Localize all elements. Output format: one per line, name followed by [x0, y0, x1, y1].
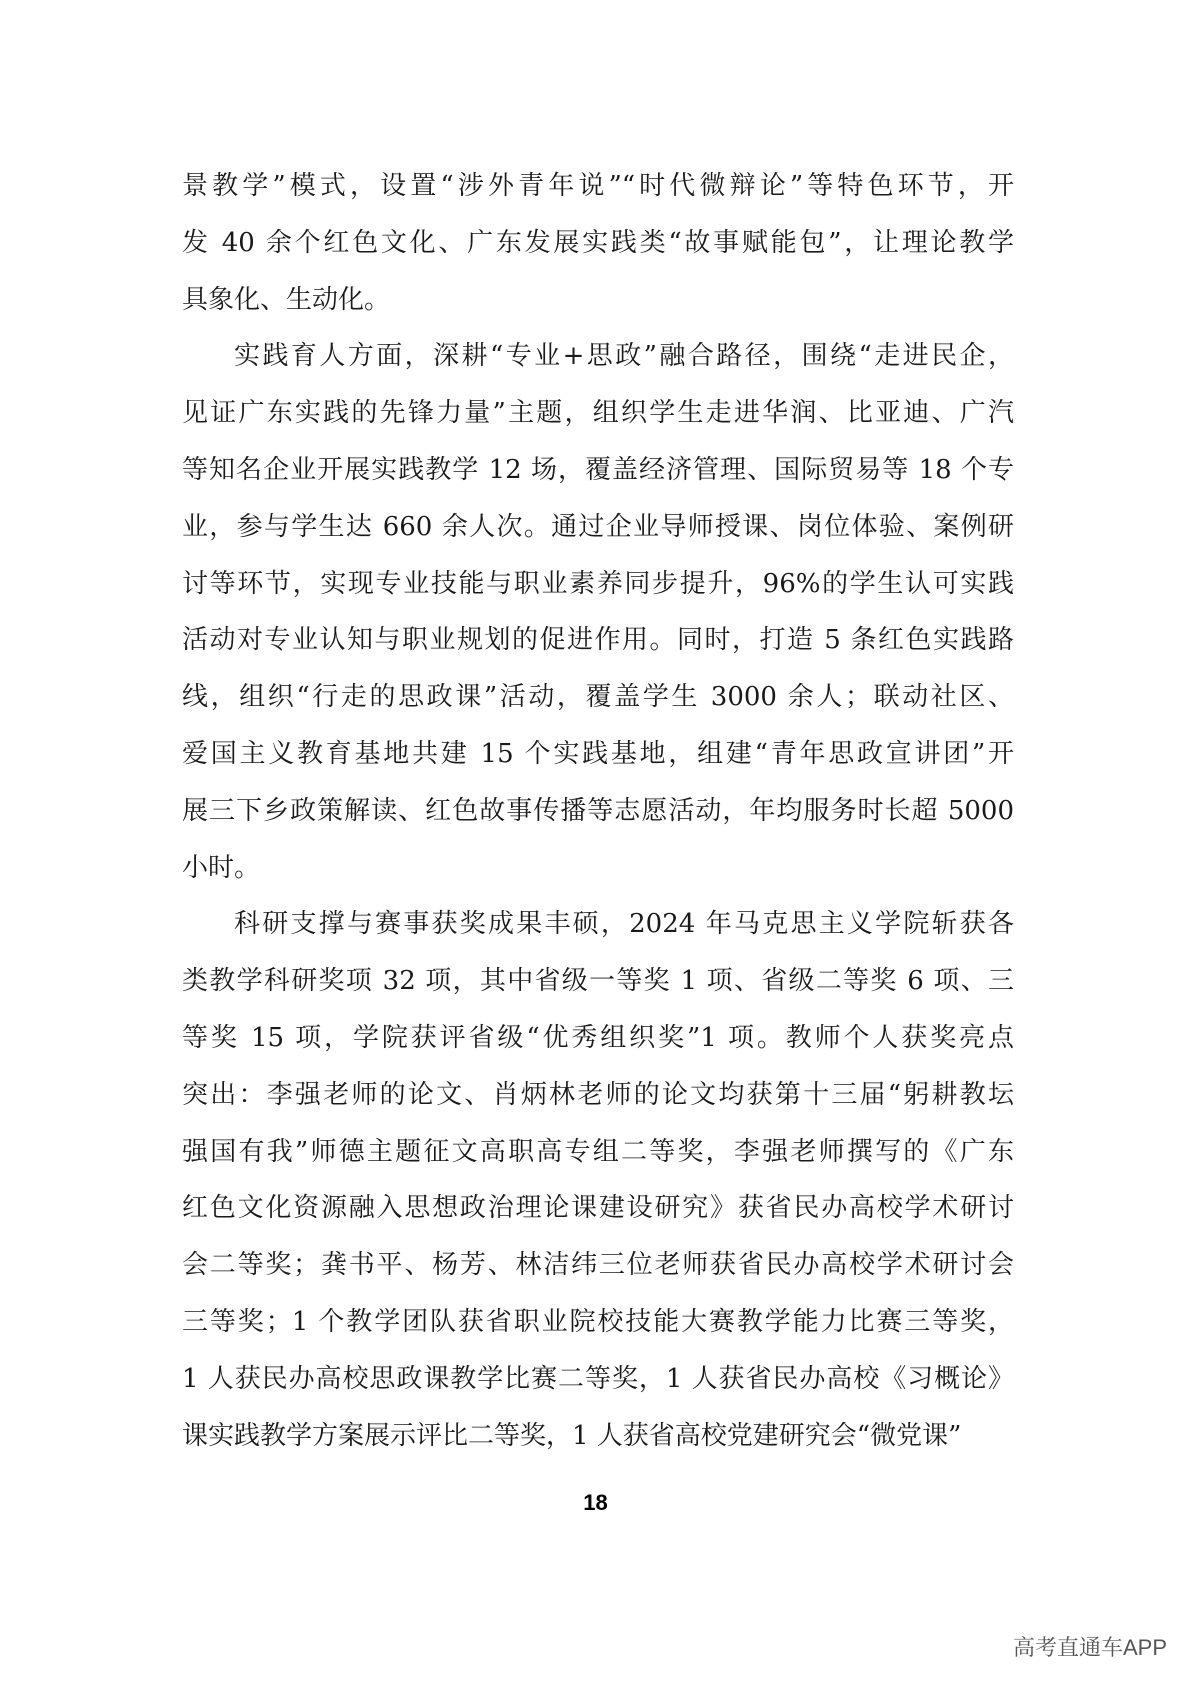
text-line: 见证广东实践的先锋力量”主题，组织学生走进华润、比亚迪、广汽: [182, 398, 1014, 429]
text-line: 展三下乡政策解读、红色故事传播等志愿活动，年均服务时长超 5000: [182, 795, 1014, 826]
text-line: 三等奖；1 个教学团队获省职业院校技能大赛教学能力比赛三等奖，: [182, 1306, 1014, 1337]
paragraph-1: [182, 158, 1014, 328]
paragraph-3: [182, 896, 1014, 1464]
text-line: 科研支撑与赛事获奖成果丰硕，2024 年马克思主义学院斩获各: [234, 909, 1014, 940]
text-line: 等知名企业开展实践教学 12 场，覆盖经济管理、国际贸易等 18 个专: [182, 454, 1014, 485]
text-line: 小时。: [182, 852, 261, 883]
text-line: 1 人获民办高校思政课教学比赛二等奖，1 人获省民办高校《习概论》: [182, 1363, 1014, 1394]
text-line: 发 40 余个红色文化、广东发展实践类“故事赋能包”，让理论教学: [182, 227, 1014, 258]
page-body: [182, 158, 1014, 1464]
watermark: 高考直通车APP: [1012, 1635, 1167, 1660]
text-line: 课实践教学方案展示评比二等奖，1 人获省高校党建研究会“微党课”: [182, 1420, 962, 1451]
text-line: 景教学”模式，设置“涉外青年说”“时代微辩论”等特色环节，开: [182, 171, 1014, 201]
text-line: 突出：李强老师的论文、肖炳林老师的论文均获第十三届“躬耕教坛: [182, 1079, 1014, 1110]
text-line: 类教学科研奖项 32 项，其中省级一等奖 1 项、省级二等奖 6 项、三: [182, 966, 1014, 997]
text-line: 强国有我”师德主题征文高职高专组二等奖，李强老师撰写的《广东: [182, 1136, 1014, 1167]
text-line: 具象化、生动化。: [182, 284, 391, 315]
text-line: 线，组织“行走的思政课”活动，覆盖学生 3000 余人；联动社区、: [182, 682, 1014, 713]
text-line: 活动对专业认知与职业规划的促进作用。同时，打造 5 条红色实践路: [182, 625, 1014, 656]
text-line: 等奖 15 项，学院获评省级“优秀组织奖”1 项。教师个人获奖亮点: [182, 1022, 1014, 1053]
text-line: 会二等奖；龚书平、杨芳、林洁纬三位老师获省民办高校学术研讨会: [182, 1250, 1014, 1281]
text-line: 讨等环节，实现专业技能与职业素养同步提升，96%的学生认可实践: [182, 568, 1014, 599]
text-line: 爱国主义教育基地共建 15 个实践基地，组建“青年思政宣讲团”开: [182, 738, 1014, 769]
page-number: 18: [583, 1490, 608, 1515]
text-line: 实践育人方面，深耕“专业+思政”融合路径，围绕“走进民企，: [234, 341, 1014, 372]
text-line: 业，参与学生达 660 余人次。通过企业导师授课、岗位体验、案例研: [182, 511, 1014, 542]
paragraph-2: [182, 328, 1014, 896]
text-line: 红色文化资源融入思想政治理论课建设研究》获省民办高校学术研讨: [182, 1193, 1014, 1224]
